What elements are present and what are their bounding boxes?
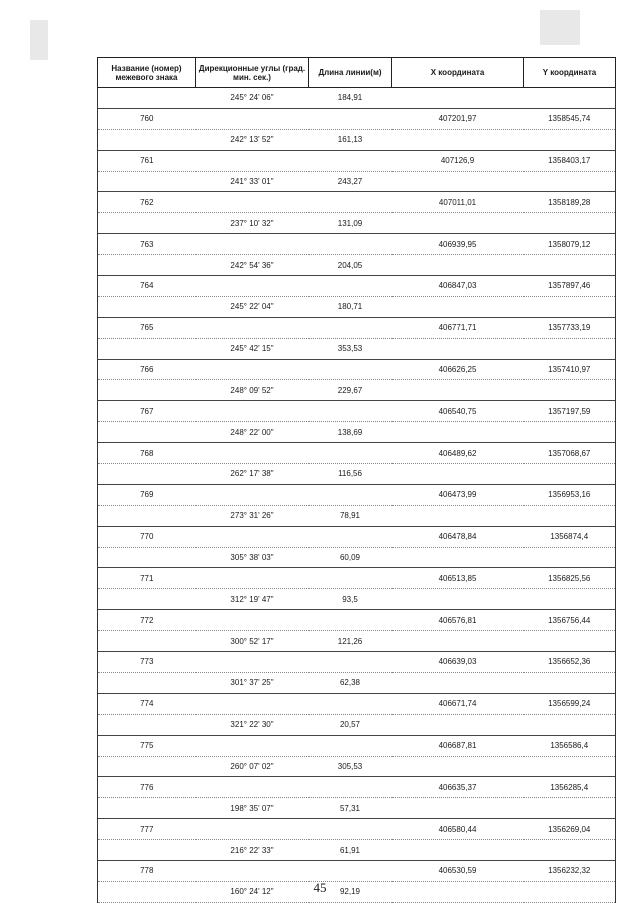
x-coordinate-cell	[392, 255, 524, 276]
line-length-cell: 229,67	[309, 380, 392, 401]
line-length-cell: 204,05	[309, 255, 392, 276]
y-coordinate-cell	[524, 380, 616, 401]
x-coordinate-cell: 406513,85	[392, 568, 524, 589]
y-coordinate-cell	[524, 547, 616, 568]
mark-name-cell: 769	[98, 484, 196, 505]
mark-name-cell: 771	[98, 568, 196, 589]
table-row	[98, 526, 616, 547]
x-coordinate-cell: 406635,37	[392, 777, 524, 798]
direction-angle-cell	[196, 108, 309, 129]
table-row	[98, 735, 616, 756]
x-coordinate-cell: 406671,74	[392, 693, 524, 714]
y-coordinate-cell	[524, 840, 616, 861]
column-header-y-coordinate: Y координата	[524, 58, 616, 88]
table-row	[98, 276, 616, 297]
mark-name-cell: 762	[98, 192, 196, 213]
y-coordinate-cell: 1357068,67	[524, 443, 616, 464]
mark-name-cell	[98, 171, 196, 192]
x-coordinate-cell: 406687,81	[392, 735, 524, 756]
table-row	[98, 547, 616, 568]
mark-name-cell	[98, 129, 196, 150]
x-coordinate-cell	[392, 631, 524, 652]
table-row	[98, 213, 616, 234]
x-coordinate-cell	[392, 505, 524, 526]
y-coordinate-cell	[524, 171, 616, 192]
x-coordinate-cell: 406489,62	[392, 443, 524, 464]
y-coordinate-cell	[524, 505, 616, 526]
y-coordinate-cell	[524, 464, 616, 485]
direction-angle-cell: 245° 22' 04"	[196, 296, 309, 317]
direction-angle-cell	[196, 276, 309, 297]
table-body	[98, 88, 616, 903]
mark-name-cell	[98, 296, 196, 317]
mark-name-cell: 773	[98, 652, 196, 673]
line-length-cell	[309, 610, 392, 631]
line-length-cell: 78,91	[309, 505, 392, 526]
mark-name-cell	[98, 422, 196, 443]
boundary-coordinates-table	[97, 57, 616, 903]
line-length-cell: 62,38	[309, 672, 392, 693]
table-row	[98, 150, 616, 171]
line-length-cell	[309, 860, 392, 881]
mark-name-cell	[98, 714, 196, 735]
x-coordinate-cell	[392, 171, 524, 192]
table-row	[98, 192, 616, 213]
x-coordinate-cell: 407126,9	[392, 150, 524, 171]
mark-name-cell	[98, 840, 196, 861]
direction-angle-cell	[196, 484, 309, 505]
scan-artifact	[30, 20, 48, 60]
line-length-cell: 243,27	[309, 171, 392, 192]
table-header-row	[98, 58, 616, 88]
direction-angle-cell: 237° 10' 32"	[196, 213, 309, 234]
y-coordinate-cell	[524, 255, 616, 276]
line-length-cell: 116,56	[309, 464, 392, 485]
line-length-cell: 131,09	[309, 213, 392, 234]
x-coordinate-cell	[392, 547, 524, 568]
line-length-cell	[309, 735, 392, 756]
y-coordinate-cell	[524, 714, 616, 735]
direction-angle-cell	[196, 526, 309, 547]
mark-name-cell: 772	[98, 610, 196, 631]
line-length-cell	[309, 150, 392, 171]
direction-angle-cell: 242° 13' 52"	[196, 129, 309, 150]
table-row	[98, 296, 616, 317]
x-coordinate-cell	[392, 338, 524, 359]
column-header-mark-name: Название (номер) межевого знака	[98, 58, 196, 88]
table-row	[98, 672, 616, 693]
mark-name-cell	[98, 631, 196, 652]
direction-angle-cell	[196, 777, 309, 798]
mark-name-cell: 778	[98, 860, 196, 881]
y-coordinate-cell: 1356232,32	[524, 860, 616, 881]
direction-angle-cell	[196, 568, 309, 589]
y-coordinate-cell: 1356874,4	[524, 526, 616, 547]
table-row	[98, 777, 616, 798]
table-row	[98, 422, 616, 443]
y-coordinate-cell	[524, 756, 616, 777]
y-coordinate-cell	[524, 296, 616, 317]
table-row	[98, 338, 616, 359]
line-length-cell: 138,69	[309, 422, 392, 443]
table-row	[98, 171, 616, 192]
column-header-direction-angle: Дирекционные углы (град. мин. сек.)	[196, 58, 309, 88]
y-coordinate-cell	[524, 798, 616, 819]
line-length-cell: 61,91	[309, 840, 392, 861]
table-row	[98, 108, 616, 129]
x-coordinate-cell: 406771,71	[392, 317, 524, 338]
table-row	[98, 401, 616, 422]
x-coordinate-cell: 406639,03	[392, 652, 524, 673]
direction-angle-cell: 248° 09' 52"	[196, 380, 309, 401]
page-number: 45	[313, 880, 327, 895]
direction-angle-cell: 321° 22' 30"	[196, 714, 309, 735]
table-row	[98, 484, 616, 505]
mark-name-cell	[98, 672, 196, 693]
table-row	[98, 819, 616, 840]
line-length-cell	[309, 568, 392, 589]
mark-name-cell: 761	[98, 150, 196, 171]
mark-name-cell	[98, 798, 196, 819]
direction-angle-cell: 260° 07' 02"	[196, 756, 309, 777]
y-coordinate-cell	[524, 129, 616, 150]
table-row	[98, 589, 616, 610]
x-coordinate-cell	[392, 129, 524, 150]
y-coordinate-cell: 1357410,97	[524, 359, 616, 380]
line-length-cell: 57,31	[309, 798, 392, 819]
table-row	[98, 505, 616, 526]
line-length-cell	[309, 234, 392, 255]
line-length-cell	[309, 359, 392, 380]
column-header-line-length: Длина линии(м)	[309, 58, 392, 88]
x-coordinate-cell: 406939,95	[392, 234, 524, 255]
x-coordinate-cell	[392, 756, 524, 777]
x-coordinate-cell	[392, 672, 524, 693]
y-coordinate-cell	[524, 631, 616, 652]
direction-angle-cell	[196, 359, 309, 380]
x-coordinate-cell	[392, 589, 524, 610]
y-coordinate-cell	[524, 589, 616, 610]
line-length-cell	[309, 652, 392, 673]
table-row	[98, 129, 616, 150]
line-length-cell	[309, 108, 392, 129]
table-row	[98, 255, 616, 276]
x-coordinate-cell	[392, 714, 524, 735]
direction-angle-cell	[196, 401, 309, 422]
x-coordinate-cell	[392, 380, 524, 401]
y-coordinate-cell: 1356285,4	[524, 777, 616, 798]
y-coordinate-cell: 1357897,46	[524, 276, 616, 297]
y-coordinate-cell: 1356586,4	[524, 735, 616, 756]
mark-name-cell: 770	[98, 526, 196, 547]
x-coordinate-cell	[392, 422, 524, 443]
direction-angle-cell	[196, 443, 309, 464]
y-coordinate-cell	[524, 672, 616, 693]
line-length-cell: 161,13	[309, 129, 392, 150]
direction-angle-cell	[196, 610, 309, 631]
x-coordinate-cell: 407201,97	[392, 108, 524, 129]
direction-angle-cell: 312° 19' 47"	[196, 589, 309, 610]
mark-name-cell: 768	[98, 443, 196, 464]
direction-angle-cell	[196, 150, 309, 171]
y-coordinate-cell	[524, 88, 616, 109]
x-coordinate-cell	[392, 840, 524, 861]
x-coordinate-cell	[392, 798, 524, 819]
line-length-cell: 92,19	[309, 881, 392, 902]
direction-angle-cell: 300° 52' 17"	[196, 631, 309, 652]
y-coordinate-cell	[524, 213, 616, 234]
line-length-cell	[309, 526, 392, 547]
y-coordinate-cell: 1358545,74	[524, 108, 616, 129]
y-coordinate-cell: 1358189,28	[524, 192, 616, 213]
table-row	[98, 610, 616, 631]
direction-angle-cell: 248° 22' 00"	[196, 422, 309, 443]
y-coordinate-cell: 1356756,44	[524, 610, 616, 631]
line-length-cell: 353,53	[309, 338, 392, 359]
line-length-cell: 305,53	[309, 756, 392, 777]
direction-angle-cell: 160° 24' 12"	[196, 881, 309, 902]
x-coordinate-cell: 406576,81	[392, 610, 524, 631]
line-length-cell: 121,26	[309, 631, 392, 652]
line-length-cell	[309, 819, 392, 840]
direction-angle-cell: 216° 22' 33"	[196, 840, 309, 861]
line-length-cell: 20,57	[309, 714, 392, 735]
table-row	[98, 317, 616, 338]
line-length-cell	[309, 192, 392, 213]
line-length-cell: 60,09	[309, 547, 392, 568]
x-coordinate-cell	[392, 88, 524, 109]
column-header-x-coordinate: X координата	[392, 58, 524, 88]
mark-name-cell	[98, 88, 196, 109]
line-length-cell	[309, 777, 392, 798]
y-coordinate-cell	[524, 338, 616, 359]
line-length-cell: 184,91	[309, 88, 392, 109]
x-coordinate-cell	[392, 213, 524, 234]
table-row	[98, 860, 616, 881]
direction-angle-cell	[196, 192, 309, 213]
line-length-cell	[309, 401, 392, 422]
mark-name-cell: 766	[98, 359, 196, 380]
scan-artifact	[540, 10, 580, 45]
direction-angle-cell	[196, 860, 309, 881]
line-length-cell: 180,71	[309, 296, 392, 317]
mark-name-cell	[98, 380, 196, 401]
table-row	[98, 652, 616, 673]
table-row	[98, 88, 616, 109]
direction-angle-cell	[196, 819, 309, 840]
y-coordinate-cell: 1358079,12	[524, 234, 616, 255]
y-coordinate-cell: 1356599,24	[524, 693, 616, 714]
line-length-cell	[309, 317, 392, 338]
mark-name-cell	[98, 547, 196, 568]
y-coordinate-cell: 1357733,19	[524, 317, 616, 338]
x-coordinate-cell: 406626,25	[392, 359, 524, 380]
direction-angle-cell: 245° 42' 15"	[196, 338, 309, 359]
line-length-cell	[309, 276, 392, 297]
line-length-cell	[309, 443, 392, 464]
x-coordinate-cell	[392, 464, 524, 485]
x-coordinate-cell	[392, 296, 524, 317]
direction-angle-cell: 198° 35' 07"	[196, 798, 309, 819]
direction-angle-cell: 242° 54' 36"	[196, 255, 309, 276]
direction-angle-cell: 301° 37' 25"	[196, 672, 309, 693]
mark-name-cell: 777	[98, 819, 196, 840]
mark-name-cell	[98, 213, 196, 234]
table-row	[98, 840, 616, 861]
x-coordinate-cell: 406478,84	[392, 526, 524, 547]
mark-name-cell: 774	[98, 693, 196, 714]
direction-angle-cell: 245° 24' 06"	[196, 88, 309, 109]
mark-name-cell: 763	[98, 234, 196, 255]
direction-angle-cell	[196, 735, 309, 756]
direction-angle-cell	[196, 317, 309, 338]
table-row	[98, 359, 616, 380]
direction-angle-cell: 241° 33' 01"	[196, 171, 309, 192]
mark-name-cell	[98, 505, 196, 526]
y-coordinate-cell: 1356825,56	[524, 568, 616, 589]
table-row	[98, 756, 616, 777]
table-row	[98, 693, 616, 714]
x-coordinate-cell: 406540,75	[392, 401, 524, 422]
direction-angle-cell	[196, 234, 309, 255]
mark-name-cell: 765	[98, 317, 196, 338]
x-coordinate-cell: 406847,03	[392, 276, 524, 297]
mark-name-cell: 776	[98, 777, 196, 798]
y-coordinate-cell: 1356953,16	[524, 484, 616, 505]
table-row	[98, 568, 616, 589]
y-coordinate-cell	[524, 422, 616, 443]
y-coordinate-cell: 1356269,04	[524, 819, 616, 840]
line-length-cell	[309, 484, 392, 505]
mark-name-cell	[98, 338, 196, 359]
x-coordinate-cell: 406473,99	[392, 484, 524, 505]
x-coordinate-cell: 406530,59	[392, 860, 524, 881]
table-row	[98, 234, 616, 255]
table-row	[98, 714, 616, 735]
direction-angle-cell: 262° 17' 38"	[196, 464, 309, 485]
mark-name-cell: 764	[98, 276, 196, 297]
table-row	[98, 464, 616, 485]
y-coordinate-cell: 1358403,17	[524, 150, 616, 171]
mark-name-cell	[98, 255, 196, 276]
mark-name-cell	[98, 589, 196, 610]
table-row	[98, 380, 616, 401]
direction-angle-cell	[196, 693, 309, 714]
mark-name-cell: 760	[98, 108, 196, 129]
mark-name-cell: 767	[98, 401, 196, 422]
y-coordinate-cell: 1357197,59	[524, 401, 616, 422]
direction-angle-cell	[196, 652, 309, 673]
x-coordinate-cell: 407011,01	[392, 192, 524, 213]
direction-angle-cell: 273° 31' 26"	[196, 505, 309, 526]
mark-name-cell: 775	[98, 735, 196, 756]
line-length-cell: 93,5	[309, 589, 392, 610]
table-row	[98, 443, 616, 464]
x-coordinate-cell: 406580,44	[392, 819, 524, 840]
table-row	[98, 631, 616, 652]
mark-name-cell	[98, 756, 196, 777]
y-coordinate-cell: 1356652,36	[524, 652, 616, 673]
direction-angle-cell: 305° 38' 03"	[196, 547, 309, 568]
table-row	[98, 798, 616, 819]
line-length-cell	[309, 693, 392, 714]
mark-name-cell	[98, 464, 196, 485]
